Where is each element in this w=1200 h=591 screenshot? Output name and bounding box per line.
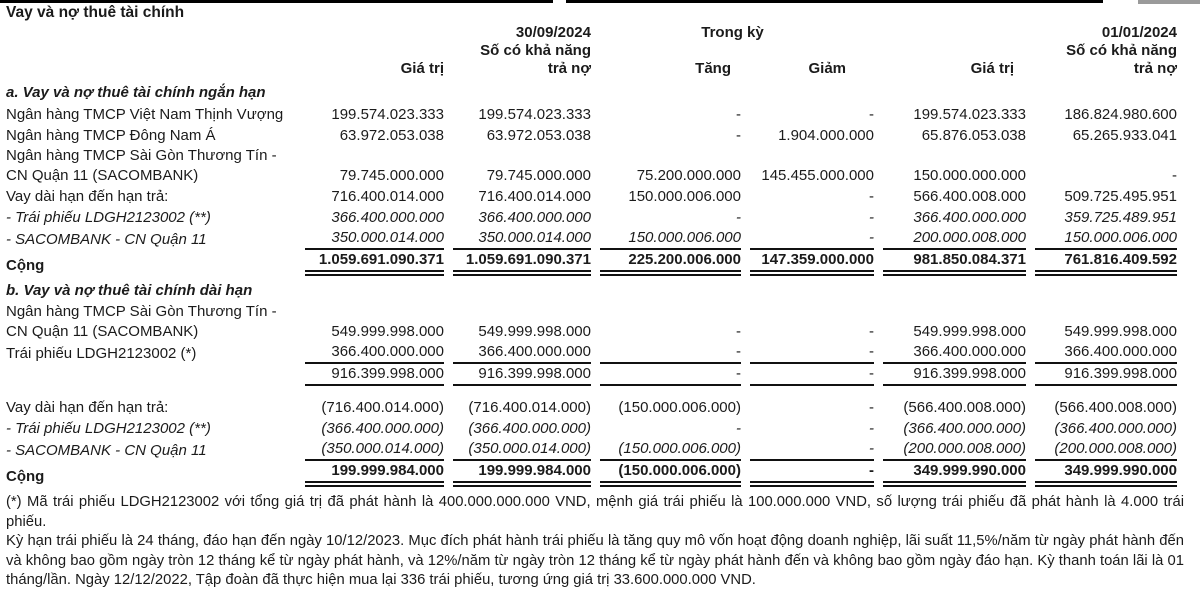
table-row [6, 418, 1200, 439]
row-label: Cộng [6, 468, 45, 485]
table-cell: 549.999.998.000 [331, 323, 444, 340]
table-cell: 366.400.000.000 [305, 342, 444, 364]
table-cell: 150.000.006.000 [1035, 228, 1177, 250]
table-cell: 147.359.000.000 [750, 250, 874, 276]
table-cell: 199.574.023.333 [478, 106, 591, 123]
table-cell: - [750, 364, 874, 386]
table-cell: (566.400.008.000) [903, 399, 1026, 416]
table-cell: 366.400.000.000 [883, 342, 1026, 364]
table-cell: 200.000.008.000 [883, 228, 1026, 250]
column-subheader-payable-opening: Số có khả năng [1066, 42, 1177, 59]
table-cell: 981.850.084.371 [883, 250, 1026, 276]
column-header-payable-current: trả nợ [547, 60, 591, 77]
table-cell: 199.574.023.333 [331, 106, 444, 123]
table-cell: (150.000.006.000) [600, 439, 741, 461]
table-cell: - [736, 420, 741, 437]
column-header-payable-opening: trả nợ [1133, 60, 1177, 77]
table-cell: - [869, 399, 874, 416]
footnote-line: Kỳ hạn trái phiếu là 24 tháng, đáo hạn đến ngày 10/12/2023. Mục đích phát hành trái phiếu là tăng quy mô vốn hoạt động doanh nghiệp, lãi suất 11,5%/năm từ ngày phát hành đến [6, 533, 1184, 549]
table-row [6, 461, 1200, 487]
table-cell: (350.000.014.000) [305, 439, 444, 461]
table-cell: (566.400.008.000) [1054, 399, 1177, 416]
table-cell: - [869, 209, 874, 226]
column-header-period-movement: Trong kỳ [701, 24, 764, 41]
table-row [6, 342, 1200, 364]
table-cell: 359.725.489.951 [1064, 209, 1177, 226]
row-label: Ngân hàng TMCP Đông Nam Á [6, 127, 216, 144]
table-cell: 199.999.984.000 [305, 461, 444, 487]
section-heading-long-term: b. Vay và nợ thuê tài chính dài hạn [6, 282, 253, 299]
table-cell: 225.200.006.000 [600, 250, 741, 276]
top-rule-segment [1138, 0, 1200, 4]
table-row [6, 146, 1200, 186]
column-subheader-payable-current: Số có khả năng [480, 42, 591, 59]
table-cell: 549.999.998.000 [913, 323, 1026, 340]
table-cell: 349.999.990.000 [883, 461, 1026, 487]
table-cell: 549.999.998.000 [478, 323, 591, 340]
table-row [6, 125, 1200, 146]
table-cell: 716.400.014.000 [331, 188, 444, 205]
table-cell: - [869, 188, 874, 205]
table-cell: (200.000.008.000) [1035, 439, 1177, 461]
footnote-line: tháng/lần. Ngày 12/12/2022, Tập đoàn đã thực hiện mua lại 336 trái phiếu, tương ứng giá trị 33.600.000.000 VND. [6, 572, 756, 588]
table-cell: 509.725.495.951 [1064, 188, 1177, 205]
row-label: Vay dài hạn đến hạn trả: [6, 188, 169, 205]
table-cell: 65.265.933.041 [1072, 127, 1177, 144]
table-cell: 1.059.691.090.371 [305, 250, 444, 276]
row-label: - SACOMBANK - CN Quận 11 [6, 442, 207, 459]
table-cell: 1.904.000.000 [778, 127, 874, 144]
table-cell: - [869, 106, 874, 123]
table-cell: 65.876.053.038 [921, 127, 1026, 144]
row-label: - Trái phiếu LDGH2123002 (**) [6, 420, 211, 437]
table-row [6, 228, 1200, 250]
table-cell: 566.400.008.000 [913, 188, 1026, 205]
row-label: Cộng [6, 257, 45, 274]
table-cell: 150.000.006.000 [600, 228, 741, 250]
table-cell: 350.000.014.000 [453, 228, 591, 250]
column-header-period-opening: 01/01/2024 [1101, 24, 1177, 41]
table-cell: (716.400.014.000) [468, 399, 591, 416]
table-cell: - [736, 127, 741, 144]
table-cell: 761.816.409.592 [1035, 250, 1177, 276]
column-header-value-opening: Giá trị [970, 60, 1014, 77]
table-row [6, 186, 1200, 207]
column-header-period-current: 30/09/2024 [515, 24, 591, 41]
table-cell: - [869, 420, 874, 437]
table-cell: 366.400.000.000 [453, 342, 591, 364]
table-row [6, 439, 1200, 461]
table-cell: 916.399.998.000 [305, 364, 444, 386]
table-row [6, 104, 1200, 125]
column-header-decrease: Giảm [808, 60, 846, 77]
table-cell: 79.745.000.000 [486, 167, 591, 184]
table-cell: - [600, 364, 741, 386]
table-cell: 366.400.000.000 [331, 209, 444, 226]
table-row [6, 302, 1200, 342]
footnote [6, 493, 1200, 591]
section-heading-short-term: a. Vay và nợ thuê tài chính ngắn hạn [6, 84, 266, 101]
table-cell: - [750, 461, 874, 487]
table-cell: (366.400.000.000) [903, 420, 1026, 437]
table-cell: 75.200.000.000 [636, 167, 741, 184]
table-cell: (716.400.014.000) [321, 399, 444, 416]
table-row [6, 397, 1200, 418]
table-cell: 366.400.000.000 [478, 209, 591, 226]
table-cell: 716.400.014.000 [478, 188, 591, 205]
column-header-increase: Tăng [695, 60, 731, 77]
top-rule-segment [0, 0, 553, 3]
table-cell: 145.455.000.000 [761, 167, 874, 184]
table-cell: 1.059.691.090.371 [453, 250, 591, 276]
table-cell: 350.000.014.000 [305, 228, 444, 250]
table-cell: (150.000.006.000) [618, 399, 741, 416]
table-cell: - [750, 228, 874, 250]
table-cell: - [736, 106, 741, 123]
table-cell: - [600, 342, 741, 364]
footnote-line: và không bao gồm ngày tròn 12 tháng kể từ ngày phát hành, và 12%/năm từ ngày tròn 12 tháng kể từ ngày phát hành đến và không bao gồm ngày đáo hạn. Kỳ thanh toán lãi là 01 [6, 552, 1184, 569]
page-title: Vay và nợ thuê tài chính [6, 4, 185, 21]
table-cell: 199.999.984.000 [453, 461, 591, 487]
table-cell: (200.000.008.000) [883, 439, 1026, 461]
table-body-long-term [6, 302, 1200, 487]
table-cell: - [750, 439, 874, 461]
table-cell: 349.999.990.000 [1035, 461, 1177, 487]
table-row [6, 207, 1200, 228]
table-cell: 186.824.980.600 [1064, 106, 1177, 123]
table-cell: 150.000.000.000 [913, 167, 1026, 184]
table-cell: - [736, 323, 741, 340]
table-row [6, 250, 1200, 276]
row-label: Ngân hàng TMCP Sài Gòn Thương Tín - CN Quận 11 (SACOMBANK) [6, 303, 277, 340]
row-label: - SACOMBANK - CN Quận 11 [6, 231, 207, 248]
table-cell: 916.399.998.000 [453, 364, 591, 386]
table-row [6, 364, 1200, 386]
table-cell: - [736, 209, 741, 226]
table-header [6, 24, 1200, 78]
table-cell: 63.972.053.038 [486, 127, 591, 144]
row-label: Vay dài hạn đến hạn trả: [6, 399, 169, 416]
row-label: Ngân hàng TMCP Sài Gòn Thương Tín - CN Quận 11 (SACOMBANK) [6, 147, 277, 184]
table-cell: 199.574.023.333 [913, 106, 1026, 123]
table-cell: - [1172, 167, 1177, 184]
footnote-line: (*) Mã trái phiếu LDGH2123002 với tổng giá trị đã phát hành là 400.000.000.000 VND, mệnh giá trái phiếu là 100.000.000 VND, số lượng trái phiếu đã phát hành là 4.000 trái phiếu. [6, 494, 1184, 530]
table-cell: (150.000.006.000) [600, 461, 741, 487]
table-cell: 549.999.998.000 [1064, 323, 1177, 340]
table-cell: (366.400.000.000) [1054, 420, 1177, 437]
table-cell: (366.400.000.000) [468, 420, 591, 437]
row-label: Ngân hàng TMCP Việt Nam Thịnh Vượng [6, 106, 284, 123]
row-label: - Trái phiếu LDGH2123002 (**) [6, 209, 211, 226]
table-body-short-term [6, 104, 1200, 276]
table-cell: (350.000.014.000) [453, 439, 591, 461]
table-cell: 150.000.006.000 [628, 188, 741, 205]
row-label: Trái phiếu LDGH2123002 (*) [6, 345, 197, 362]
table-cell: - [869, 323, 874, 340]
table-cell: 79.745.000.000 [339, 167, 444, 184]
table-cell: 916.399.998.000 [883, 364, 1026, 386]
table-cell: (366.400.000.000) [321, 420, 444, 437]
table-cell: 366.400.000.000 [913, 209, 1026, 226]
table-cell: 63.972.053.038 [339, 127, 444, 144]
column-header-value-current: Giá trị [400, 60, 444, 77]
top-rule-segment [566, 0, 1103, 3]
table-cell: 366.400.000.000 [1035, 342, 1177, 364]
table-cell: - [750, 342, 874, 364]
table-cell: 916.399.998.000 [1035, 364, 1177, 386]
